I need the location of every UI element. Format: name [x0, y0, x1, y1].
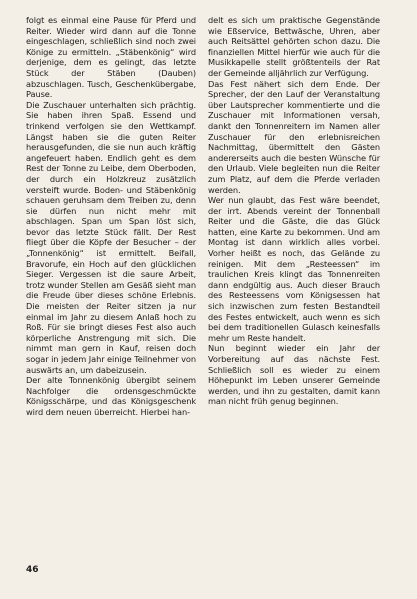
paragraph: Wer nun glaubt, das Fest wäre beendet, der irrt. Abends vereint der Tonnenball Reiter und die Gäste, die das Glück hatten, eine Karte zu bekommen. Und am Montag ist dann wirklich alles vorbei. Vorher heißt es noch, das Gelände zu reinigen. Mit dem „Resteessen“ im traulichen Kreis klingt das Tonnenreiten dann endgültig aus. Auch dieser Brauch des Resteessens vom Königsessen hat sich inzwischen zum festen Bestandteil des Festes entwickelt, auch wenn es sich bei dem traditionellen Gulasch keinesfalls mehr um Reste handelt.: [208, 195, 380, 343]
page-number: 46: [26, 565, 39, 575]
paragraph: folgt es einmal eine Pause für Pferd und Reiter. Wieder wird dann auf die Tonne eingeschlagen, schließlich sind noch zwei Könige zu ermitteln. „Stäbenkönig“ wird derjenige, dem es gelingt, das letzte Stück der Stäben (Dauben) abzuschlagen. Tusch, Geschenkübergabe, Pause.: [26, 15, 196, 100]
text-column-right: [208, 15, 380, 407]
text-column-left: [26, 15, 196, 418]
paragraph: Die Zuschauer unterhalten sich prächtig. Sie haben ihren Spaß. Essend und trinkend verfolgen sie den Wettkampf. Längst haben sie die guten Reiter herausgefunden, die sie nun auch kräftig angefeuert haben. Endlich geht es dem Rest der Tonne zu Leibe, dem Oberboden, der durch ein Holzkreuz zusätzlich versteift wurde. Boden- und Stäbenkönig schauen geruhsam dem Treiben zu, denn sie dürfen nun nicht mehr mit abschlagen. Span um Span löst sich, bevor das letzte Stück fällt. Der Rest fliegt über die Köpfe der Besucher – der „Tonnenkönig“ ist ermittelt. Beifall, Bravorufe, ein Hoch auf den glücklichen Sieger. Vergessen ist die saure Arbeit, trotz wunder Stellen am Gesäß sieht man die Freude über dieses schöne Erlebnis. Die meisten der Reiter sitzen ja nur einmal im Jahr zu diesem Anlaß hoch zu Roß. Für sie bringt dieses Fest also auch körperliche Anstrengung mit sich. Die nimmt man gern in Kauf, reisen doch sogar in jedem Jahr einige Teilnehmer von auswärts an, um dabeizusein.: [26, 99, 196, 375]
paragraph: delt es sich um praktische Gegenstände wie Eßservice, Bettwäsche, Uhren, aber auch Reitsättel gehörten schon dazu. Die finanziellen Mittel hierfür wie auch für die Musikkapelle stellt größtenteils der Rat der Gemeinde alljährlich zur Verfügung.: [208, 15, 380, 78]
paragraph: Nun beginnt wieder ein Jahr der Vorbereitung auf das nächste Fest. Schließlich soll es wieder zu einem Höhepunkt im Leben unserer Gemeinde werden, und ihn zu gestalten, damit kann man nicht früh genug beginnen.: [208, 343, 380, 407]
paragraph: Das Fest nähert sich dem Ende. Der Sprecher, der den Lauf der Veranstaltung über Lautsprecher kommentierte und die Zuschauer mit Informationen versah, dankt den Tonnenreitern im Namen aller Zuschauer für den erlebnisreichen Nachmittag, übermittelt den Gästen andererseits auch die besten Wünsche für den Urlaub. Viele begleiten nun die Reiter zum Platz, auf dem die Pferde verladen werden.: [208, 78, 380, 195]
paragraph: Der alte Tonnenkönig übergibt seinem Nachfolger die ordensgeschmückte Königsschärpe, und das Königsgeschenk wird dem neuen überreicht. Hierbei han-: [26, 375, 196, 417]
